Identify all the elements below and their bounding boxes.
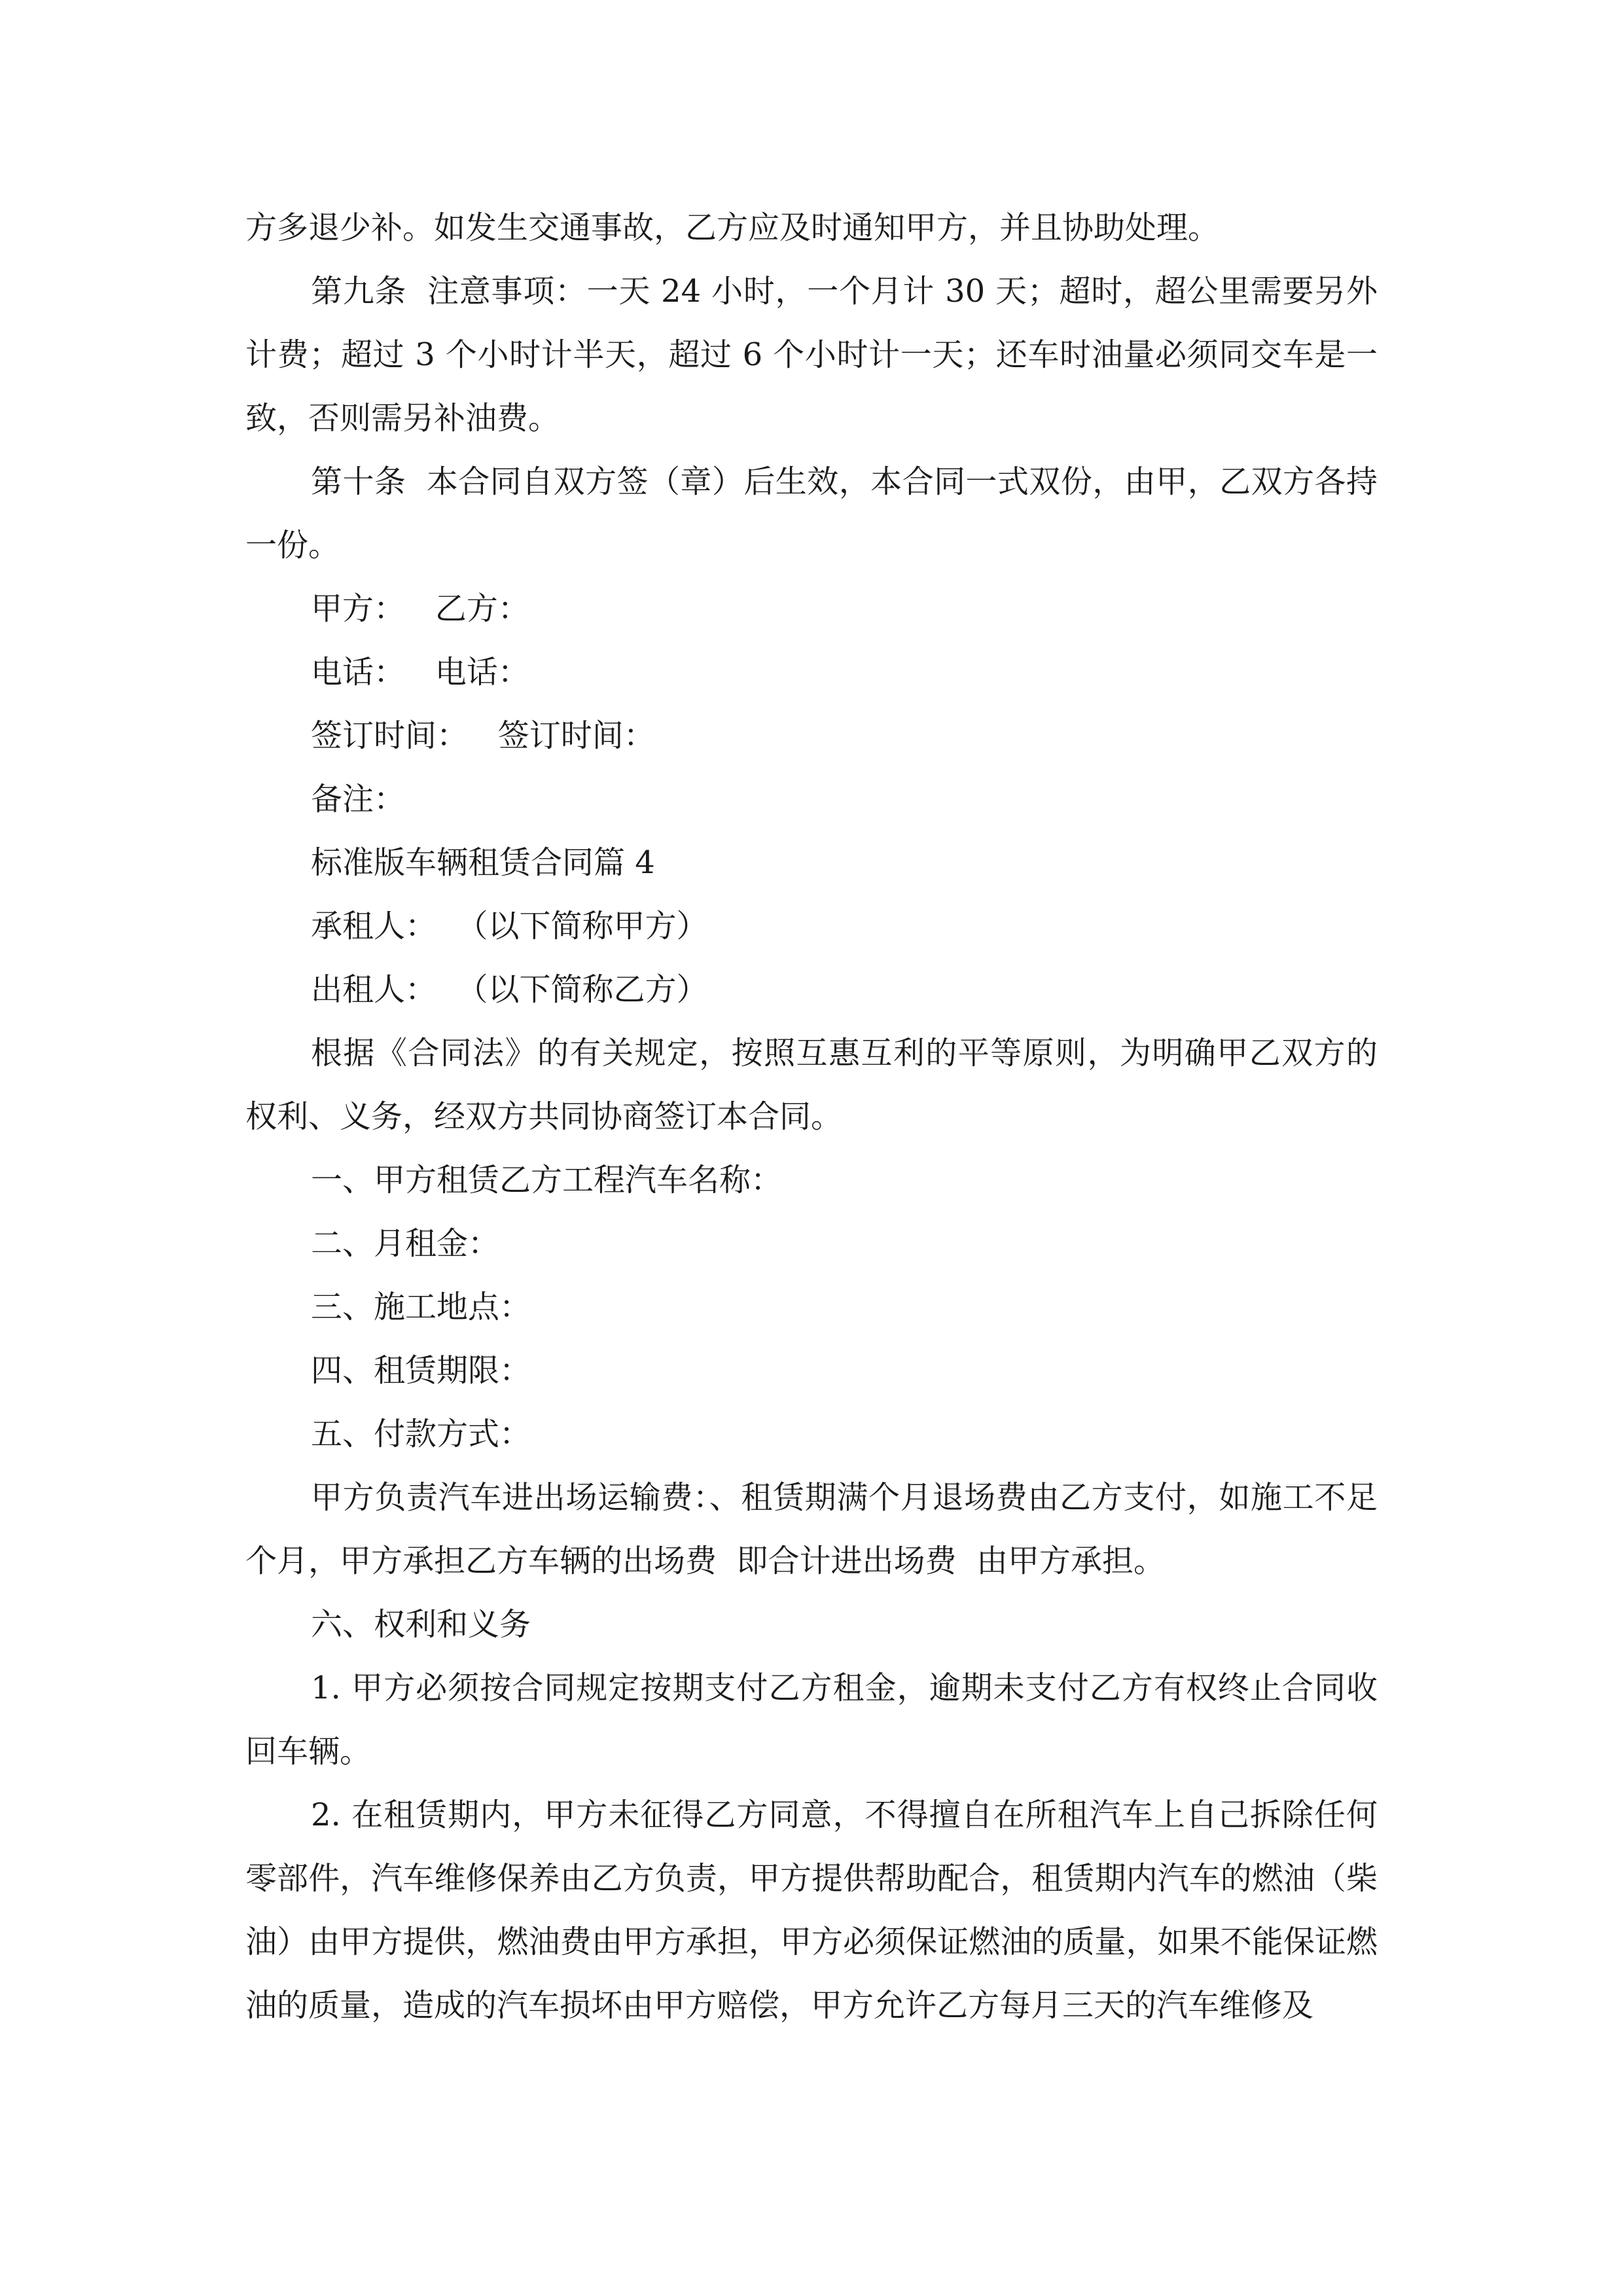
lessor-line: 出租人： （以下简称乙方） xyxy=(311,971,708,1008)
document-page xyxy=(245,196,1398,2037)
clause-3-site: 三、施工地点： xyxy=(311,1289,531,1325)
rights-item-1: 1. 甲方必须按合同规定按期支付乙方租金，逾期未支付乙方有权终止合同收回车辆。 xyxy=(245,1670,1378,1770)
signature-phone-line: 电话： 电话： xyxy=(311,654,529,691)
paragraph-continuation: 方多退少补。如发生交通事故，乙方应及时通知甲方，并且协助处理。 xyxy=(245,209,1220,246)
clause-5-payment: 五、付款方式： xyxy=(311,1416,531,1452)
paragraph-article-10: 第十条 本合同自双方签（章）后生效，本合同一式双份，由甲，乙双方各持一份。 xyxy=(245,463,1378,564)
rights-item-2: 2. 在租赁期内，甲方未征得乙方同意，不得擅自在所租汽车上自己拆除任何零部件，汽车维修保养由乙方负责，甲方提供帮助配合，租赁期内汽车的燃油（柴油）由甲方提供，燃油费由甲方承担，甲方必须保证燃油的质量，如果不能保证燃油的质量，造成的汽车损坏由甲方赔偿，甲方允许乙方每月三天的汽车维修及 xyxy=(245,1797,1378,2024)
section-title: 标准版车辆租赁合同篇 4 xyxy=(311,844,655,881)
paragraph-transport-fee: 甲方负责汽车进出场运输费：、租赁期满个月退场费由乙方支付，如施工不足 个月，甲方承担乙方车辆的出场费 即合计进出场费 由甲方承担。 xyxy=(245,1479,1398,1579)
paragraph-article-9: 第九条 注意事项：一天 24 小时，一个月计 30 天；超时，超公里需要另外计费；超过 3 个小时计半天，超过 6 个小时计一天；还车时油量必须同交车是一致，否则需另补油费。 xyxy=(245,273,1378,437)
clause-2-monthly-rent: 二、月租金： xyxy=(311,1225,500,1262)
clause-1-vehicle-name: 一、甲方租赁乙方工程汽车名称： xyxy=(311,1162,783,1198)
clause-4-term: 四、租赁期限： xyxy=(311,1352,531,1389)
signature-party-line: 甲方： 乙方： xyxy=(311,590,529,627)
paragraph-preamble: 根据《合同法》的有关规定，按照互惠互利的平等原则，为明确甲乙双方的权利、义务，经双方共同协商签订本合同。 xyxy=(245,1035,1378,1135)
remarks-line: 备注： xyxy=(311,781,406,817)
clause-6-rights: 六、权利和义务 xyxy=(311,1606,531,1643)
signature-date-line: 签订时间： 签订时间： xyxy=(311,717,655,754)
lessee-line: 承租人： （以下简称甲方） xyxy=(311,908,708,944)
